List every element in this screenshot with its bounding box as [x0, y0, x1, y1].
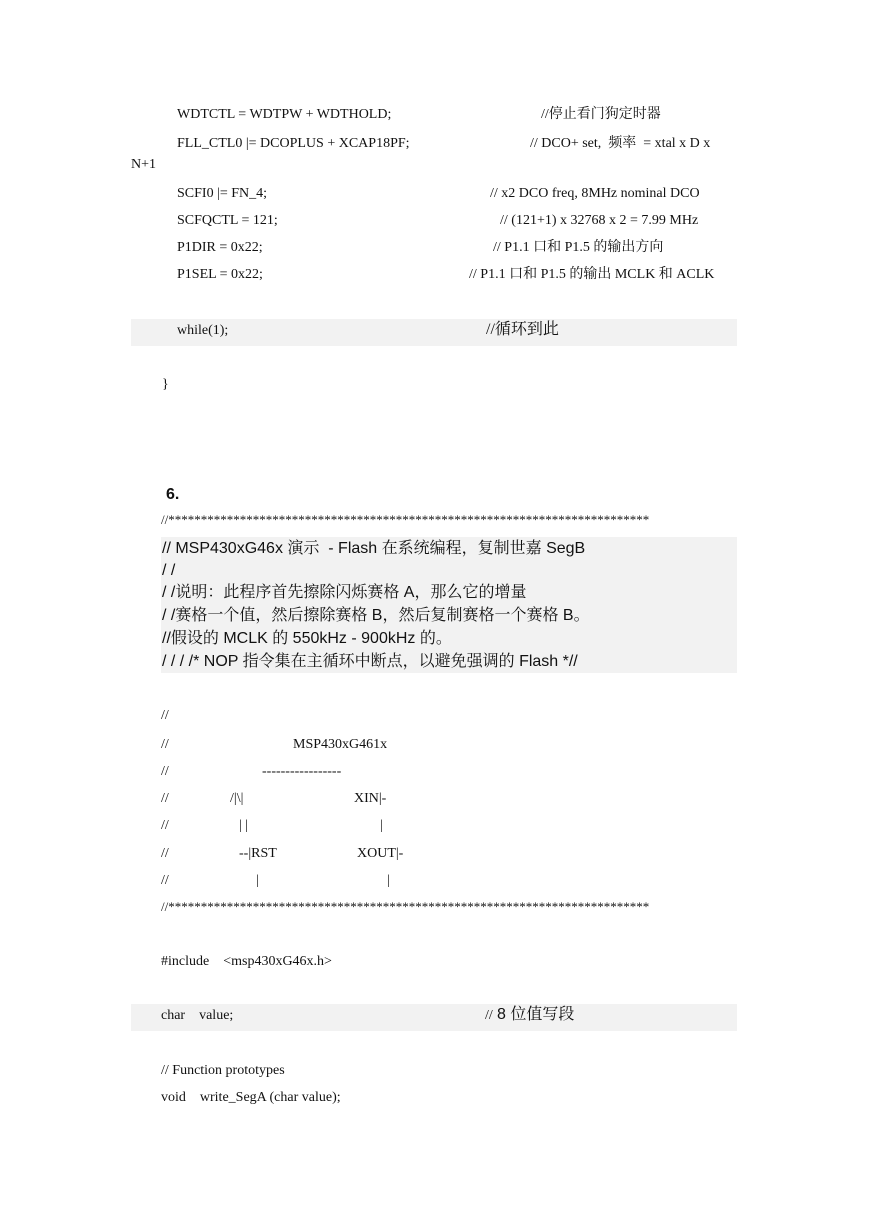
char-decl-comment: 8 位值写段: [497, 1006, 575, 1023]
comment-fll-wrap: N+1: [131, 157, 157, 172]
diagram-comment-7: //: [161, 873, 169, 888]
code-scfi0: SCFI0 |= FN_4;: [177, 186, 268, 201]
diagram-chip-top: -----------------: [262, 764, 342, 779]
diagram-comment-4: //: [161, 791, 169, 806]
desc-line-6: / / / /* NOP 指令集在主循环中断点，以避免强调的 Flash *//: [162, 653, 578, 670]
code-scfqctl: SCFQCTL = 121;: [177, 213, 278, 228]
diagram-wire-right: |: [380, 818, 383, 833]
diagram-wire-left: | |: [239, 818, 249, 833]
comment-while: //循环到此: [486, 321, 559, 338]
desc-line-4: / /赛格一个值，然后擦除赛格 B，然后复制赛格一个赛格 B。: [162, 607, 590, 624]
diagram-comment-6: //: [161, 846, 169, 861]
code-fll: FLL_CTL0 |= DCOPLUS + XCAP18PF;: [177, 136, 410, 151]
code-wdtctl: WDTCTL = WDTPW + WDTHOLD;: [177, 107, 392, 122]
comment-fll: // DCO+ set, 频率 = xtal x D x: [530, 136, 711, 151]
desc-line-1: // MSP430xG46x 演示 - Flash 在系统编程，复制世嘉 SegB: [162, 540, 586, 557]
diagram-xin: XIN|-: [354, 791, 387, 806]
comment-scfi0: // x2 DCO freq, 8MHz nominal DCO: [490, 186, 700, 201]
stars-top: //**************************************************************************: [161, 512, 650, 527]
diagram-comment-3: //: [161, 764, 169, 779]
desc-line-2: / /: [162, 562, 176, 579]
include-line: #include <msp430xG46x.h>: [161, 954, 332, 969]
comment-scfqctl: // (121+1) x 32768 x 2 = 7.99 MHz: [500, 213, 699, 228]
proto-line: void write_SegA (char value);: [161, 1090, 341, 1105]
desc-line-3: / /说明：此程序首先擦除闪烁赛格 A，那么它的增量: [162, 584, 527, 601]
stars-bottom: //**************************************************************************: [161, 899, 650, 914]
section-number: 6.: [166, 486, 180, 503]
diagram-comment-1: //: [161, 708, 169, 723]
diagram-comment-5: //: [161, 818, 169, 833]
code-p1dir: P1DIR = 0x22;: [177, 240, 263, 255]
diagram-comment-2: //: [161, 737, 169, 752]
diagram-edge-right: |: [387, 873, 390, 888]
closing-brace: }: [162, 377, 169, 392]
diagram-rst: --|RST: [239, 846, 277, 861]
desc-line-5: //假设的 MCLK 的 550kHz - 900kHz 的。: [162, 630, 452, 647]
code-while: while(1);: [177, 323, 229, 338]
diagram-vcc: /|\|: [230, 791, 244, 806]
char-decl-code: char value;: [161, 1008, 234, 1023]
proto-comment: // Function prototypes: [161, 1063, 285, 1078]
comment-wdtctl: //停止看门狗定时器: [541, 107, 661, 122]
comment-p1sel: // P1.1 口和 P1.5 的输出 MCLK 和 ACLK: [469, 267, 715, 282]
char-decl-comment-prefix: //: [485, 1008, 497, 1023]
diagram-chip-name: MSP430xG461x: [293, 737, 388, 752]
code-p1sel: P1SEL = 0x22;: [177, 267, 263, 282]
comment-p1dir: // P1.1 口和 P1.5 的输出方向: [493, 240, 664, 255]
diagram-edge-left: |: [256, 873, 259, 888]
diagram-xout: XOUT|-: [357, 846, 404, 861]
